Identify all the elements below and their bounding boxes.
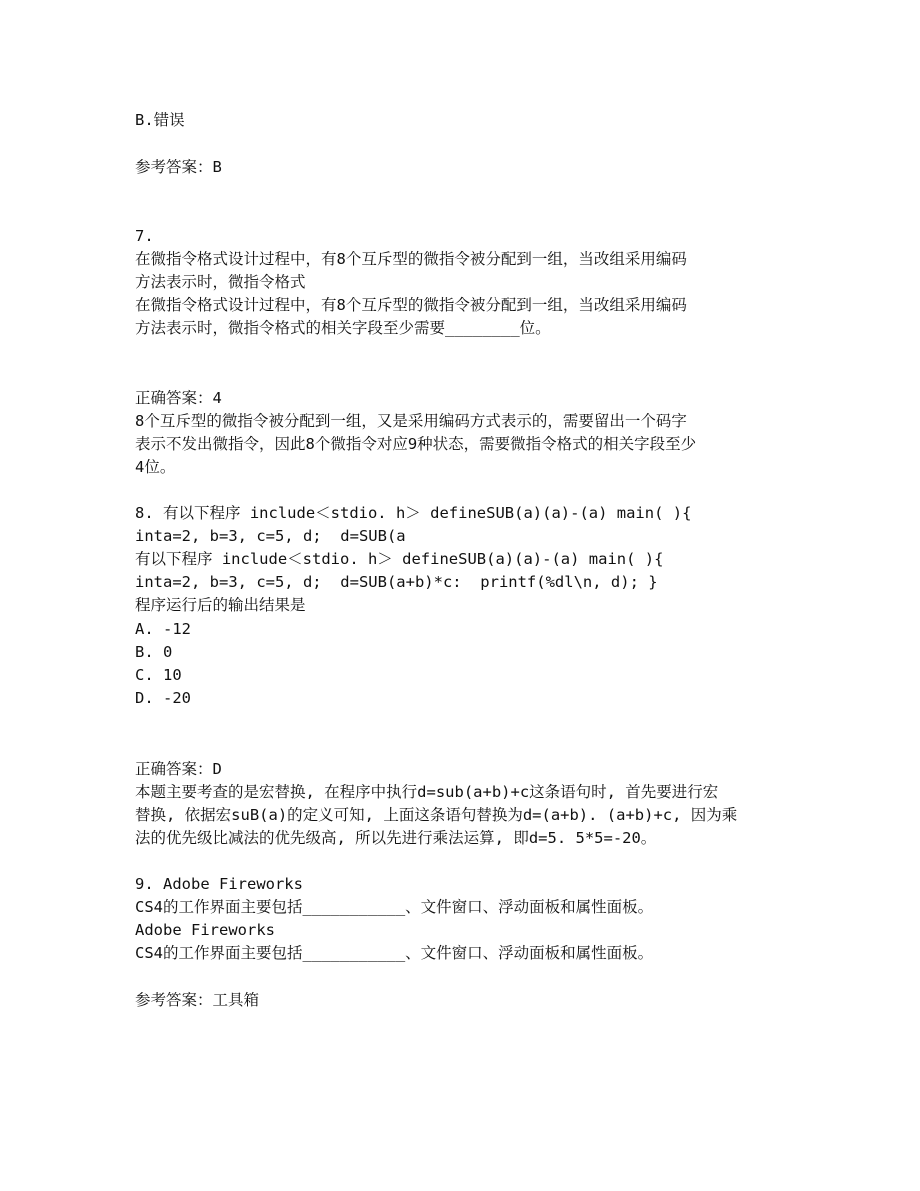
question-9-line-3: Adobe Fireworks bbox=[135, 921, 275, 939]
reference-answer-6: 参考答案：B bbox=[135, 158, 222, 176]
explanation-8-line-2: 替换, 依据宏suB(a)的定义可知, 上面这条语句替换为d=(a+b). (a+b)+c, 因为乘 bbox=[135, 806, 738, 824]
question-7-number: 7. bbox=[135, 227, 154, 245]
explanation-7-line-1: 8个互斥型的微指令被分配到一组，又是采用编码方式表示的，需要留出一个码字 bbox=[135, 412, 687, 430]
question-8-option-c: C. 10 bbox=[135, 666, 182, 684]
question-9-line-1: 9. Adobe Fireworks bbox=[135, 875, 303, 893]
question-8-line-4: inta=2, b=3, c=5, d; d=SUB(a+b)*c: printf(%dl\n, d); } bbox=[135, 573, 658, 591]
explanation-7-line-2: 表示不发出微指令，因此8个微指令对应9种状态，需要微指令格式的相关字段至少 bbox=[135, 435, 697, 453]
question-9-line-4: CS4的工作界面主要包括___________、文件窗口、浮动面板和属性面板。 bbox=[135, 944, 654, 962]
question-7-line-2: 方法表示时，微指令格式 bbox=[135, 273, 306, 291]
question-7-line-4: 方法表示时，微指令格式的相关字段至少需要________位。 bbox=[135, 319, 551, 337]
question-7-line-1: 在微指令格式设计过程中，有8个互斥型的微指令被分配到一组，当改组采用编码 bbox=[135, 250, 687, 268]
question-8-line-5: 程序运行后的输出结果是 bbox=[135, 596, 306, 614]
explanation-7-line-3: 4位。 bbox=[135, 458, 176, 476]
question-8-line-2: inta=2, b=3, c=5, d; d=SUB(a bbox=[135, 527, 406, 545]
question-8-option-b: B. 0 bbox=[135, 643, 173, 661]
option-b-text: B.错误 bbox=[135, 111, 185, 129]
question-8-option-a: A. -12 bbox=[135, 620, 191, 638]
question-8-line-3: 有以下程序 include＜stdio. h＞ defineSUB(a)(a)-(a) main( ){ bbox=[135, 550, 664, 568]
correct-answer-7: 正确答案：4 bbox=[135, 389, 222, 407]
question-9-line-2: CS4的工作界面主要包括___________、文件窗口、浮动面板和属性面板。 bbox=[135, 898, 654, 916]
correct-answer-8: 正确答案：D bbox=[135, 760, 222, 778]
explanation-8-line-3: 法的优先级比减法的优先级高, 所以先进行乘法运算, 即d=5. 5*5=-20。 bbox=[135, 829, 657, 847]
reference-answer-9: 参考答案：工具箱 bbox=[135, 991, 260, 1009]
question-7-line-3: 在微指令格式设计过程中，有8个互斥型的微指令被分配到一组，当改组采用编码 bbox=[135, 296, 687, 314]
question-8-line-1: 8. 有以下程序 include＜stdio. h＞ defineSUB(a)(a)-(a) main( ){ bbox=[135, 504, 692, 522]
question-8-option-d: D. -20 bbox=[135, 689, 191, 707]
explanation-8-line-1: 本题主要考查的是宏替换, 在程序中执行d=sub(a+b)+c这条语句时, 首先要进行宏 bbox=[135, 783, 719, 801]
